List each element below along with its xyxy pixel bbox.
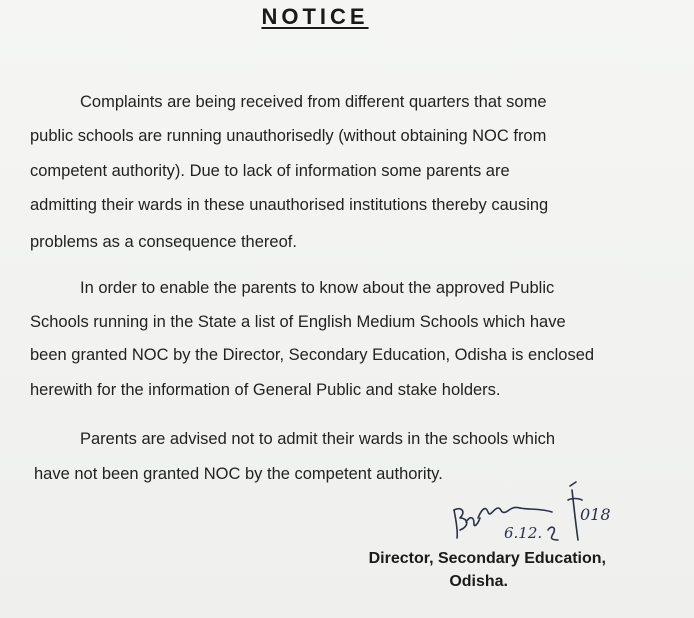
para2-line-1: In order to enable the parents to know about the approved Public [80, 279, 555, 297]
para1-line-3: competent authority). Due to lack of information some parents are [30, 162, 510, 180]
svg-text:018: 018 [580, 505, 611, 524]
para2-line-3: been granted NOC by the Director, Secondary Education, Odisha is enclosed [30, 346, 595, 364]
handwritten-signature [440, 478, 640, 558]
notice-title: NOTICE [261, 4, 369, 29]
para3-line-1: Parents are advised not to admit their wards in the schools which [80, 430, 556, 448]
para3-line-2: have not been granted NOC by the competent authority. [34, 465, 443, 483]
para1-line-5: problems as a consequence thereof. [30, 233, 297, 251]
svg-text:6.12.: 6.12. [504, 524, 543, 542]
para2-line-2: Schools running in the State a list of English Medium Schools which have [30, 313, 566, 331]
para2-line-4: herewith for the information of General Public and stake holders. [30, 381, 501, 399]
para1-line-2: public schools are running unauthorisedly (without obtaining NOC from [30, 127, 547, 145]
signatory-designation: Director, Secondary Education, [368, 550, 606, 567]
signatory-state: Odisha. [449, 573, 508, 590]
para1-line-4: admitting their wards in these unauthorised institutions thereby causing [30, 196, 549, 214]
para1-line-1: Complaints are being received from different quarters that some [80, 93, 547, 111]
